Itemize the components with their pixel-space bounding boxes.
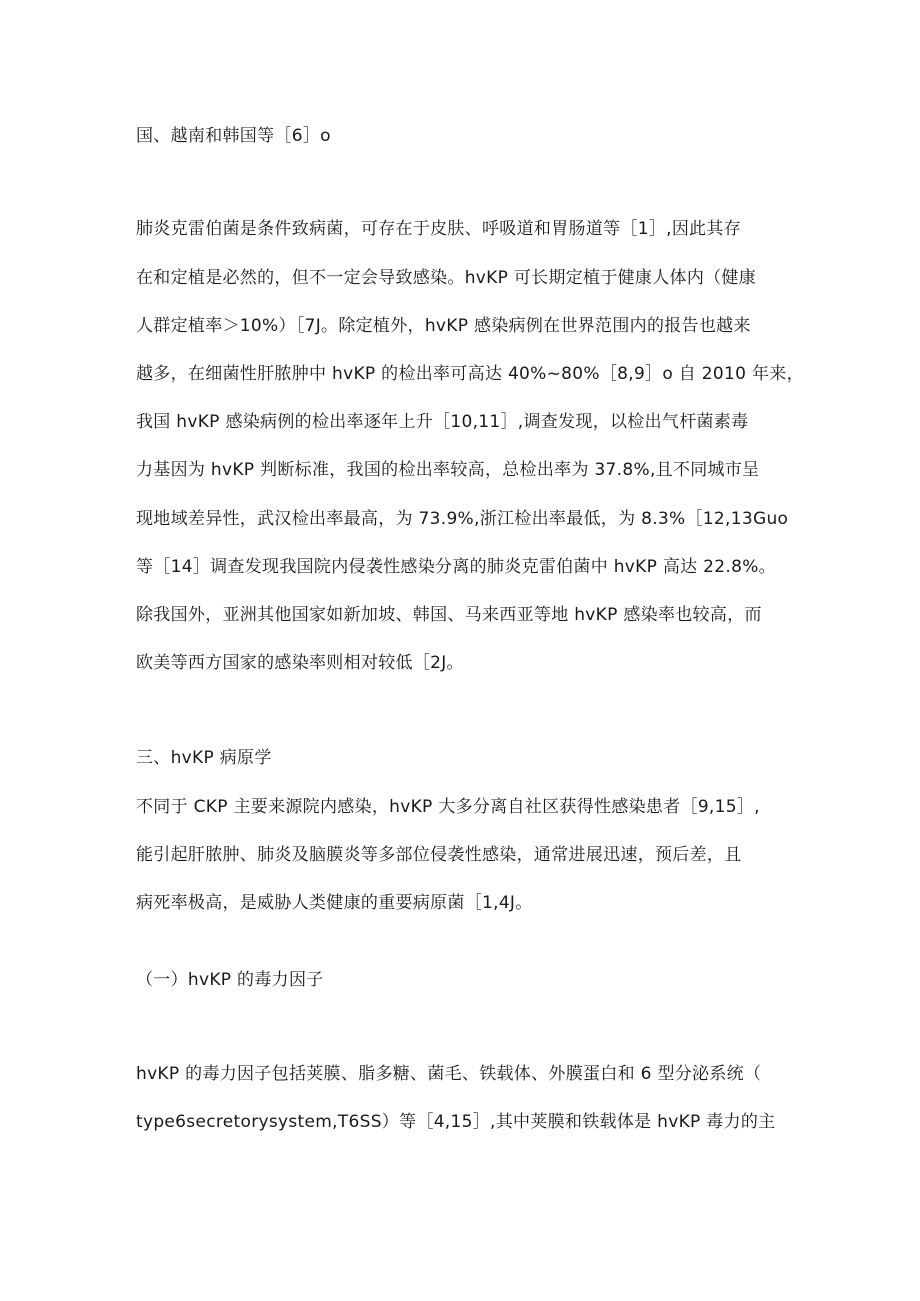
epidemiology-line: 越多，在细菌性肝脓肿中 hvKP 的检出率可高达 40%~80%［8,9］o 自 2010 年来， [136, 364, 804, 384]
pathogen-line: 不同于 CKP 主要来源院内感染，hvKP 大多分离自社区获得性感染患者［9,15］, [136, 797, 760, 817]
epidemiology-line: 等［14］调查发现我国院内侵袭性感染分离的肺炎克雷伯菌中 hvKP 高达 22.8%。 [136, 557, 776, 577]
epidemiology-line: 在和定植是必然的，但不一定会导致感染。hvKP 可长期定植于健康人体内（健康 [136, 268, 757, 288]
epidemiology-line: 力基因为 hvKP 判断标准，我国的检出率较高，总检出率为 37.8%,且不同城市呈 [136, 460, 760, 480]
pathogen-line: 病死率极高，是威胁人类健康的重要病原菌［1,4J。 [136, 893, 533, 913]
virulence-line: type6secretorysystem,T6SS）等［4,15］,其中荚膜和铁载体是 hvKP 毒力的主 [136, 1112, 776, 1132]
subsection-heading: （一）hvKP 的毒力因子 [136, 970, 324, 990]
section-heading: 三、hvKP 病原学 [136, 748, 272, 768]
epidemiology-line: 除我国外，亚洲其他国家如新加坡、韩国、马来西亚等地 hvKP 感染率也较高，而 [136, 605, 762, 625]
virulence-line: hvKP 的毒力因子包括荚膜、脂多糖、菌毛、铁载体、外膜蛋白和 6 型分泌系统（ [136, 1064, 762, 1084]
epidemiology-line: 肺炎克雷伯菌是条件致病菌，可存在于皮肤、呼吸道和胃肠道等［1］,因此其存 [136, 219, 742, 239]
intro-tail-line: 国、越南和韩国等［6］o [136, 126, 331, 146]
epidemiology-line: 我国 hvKP 感染病例的检出率逐年上升［10,11］,调查发现，以检出气杆菌素毒 [136, 412, 749, 432]
epidemiology-line: 人群定植率＞10%）［7J。除定植外，hvKP 感染病例在世界范围内的报告也越来 [136, 316, 751, 336]
epidemiology-line: 欧美等西方国家的感染率则相对较低［2J。 [136, 653, 464, 673]
pathogen-line: 能引起肝脓肿、肺炎及脑膜炎等多部位侵袭性感染，通常进展迅速，预后差，且 [136, 845, 742, 865]
epidemiology-line: 现地域差异性，武汉检出率最高，为 73.9%,浙江检出率最低，为 8.3%［12,13Guo [136, 509, 789, 529]
